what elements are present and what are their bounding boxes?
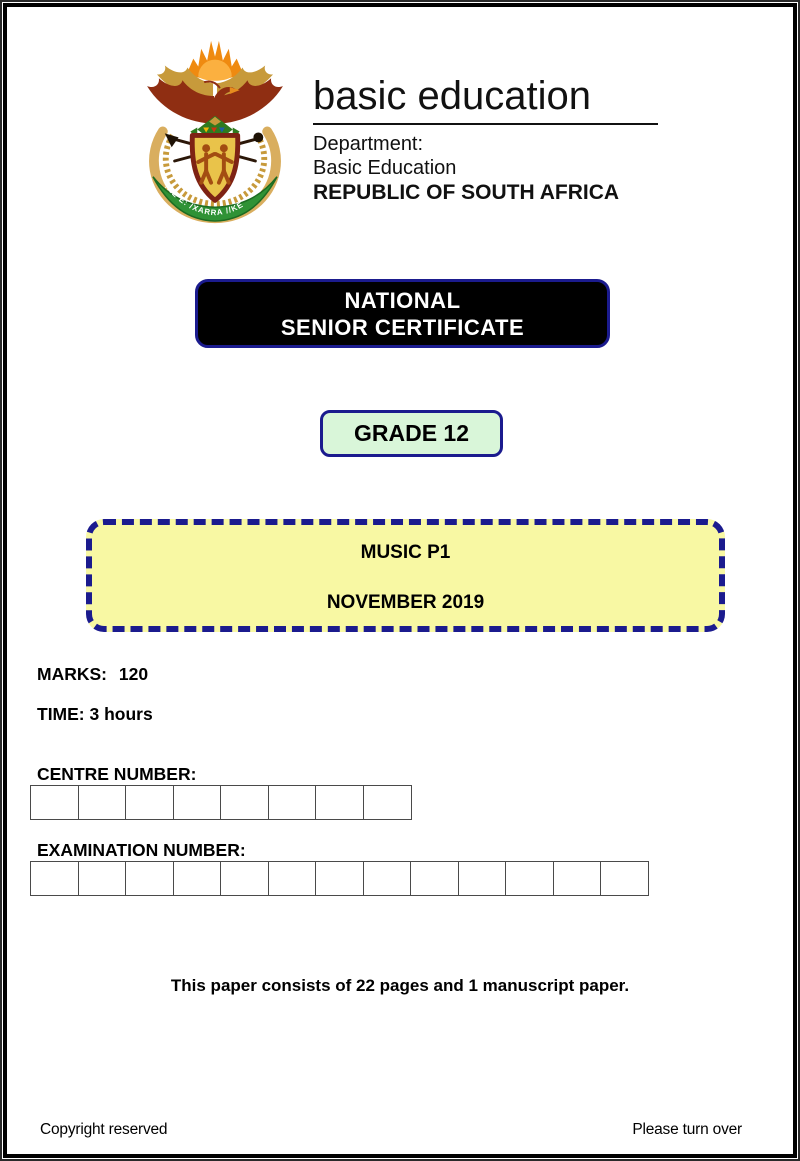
department-line2: Basic Education bbox=[313, 157, 457, 179]
time-label: TIME: bbox=[37, 704, 85, 724]
digit-cell[interactable] bbox=[553, 861, 602, 896]
digit-cell[interactable] bbox=[410, 861, 459, 896]
digit-cell[interactable] bbox=[125, 861, 174, 896]
digit-cell[interactable] bbox=[315, 861, 364, 896]
footer-copyright: Copyright reserved bbox=[40, 1121, 168, 1138]
digit-cell[interactable] bbox=[220, 785, 269, 820]
digit-cell[interactable] bbox=[220, 861, 269, 896]
digit-cell[interactable] bbox=[315, 785, 364, 820]
certificate-line1: NATIONAL bbox=[344, 287, 461, 313]
examination-number-boxes bbox=[30, 861, 649, 896]
digit-cell[interactable] bbox=[78, 861, 127, 896]
digit-cell[interactable] bbox=[78, 785, 127, 820]
subject-title: MUSIC P1 bbox=[360, 542, 451, 563]
digit-cell[interactable] bbox=[363, 861, 412, 896]
marks-label: MARKS: bbox=[37, 664, 107, 684]
time-line bbox=[37, 704, 153, 725]
department-line1: Department: bbox=[313, 133, 424, 155]
digit-cell[interactable] bbox=[268, 861, 317, 896]
digit-cell[interactable] bbox=[30, 861, 79, 896]
subject-session: NOVEMBER 2019 bbox=[326, 592, 485, 613]
digit-cell[interactable] bbox=[268, 785, 317, 820]
shield-icon bbox=[192, 135, 238, 200]
digit-cell[interactable] bbox=[125, 785, 174, 820]
marks-line bbox=[37, 664, 148, 685]
centre-number-boxes bbox=[30, 785, 412, 820]
marks-value: 120 bbox=[118, 664, 149, 684]
examination-number-label: EXAMINATION NUMBER: bbox=[37, 840, 246, 860]
national-senior-certificate-banner bbox=[195, 279, 610, 348]
centre-number-label: CENTRE NUMBER: bbox=[37, 764, 197, 784]
footer-turn-over: Please turn over bbox=[632, 1121, 742, 1138]
brand-title: basic education bbox=[313, 74, 591, 118]
motto-text: !KE E: /XARRA //KE bbox=[162, 182, 246, 218]
digit-cell[interactable] bbox=[173, 785, 222, 820]
digit-cell[interactable] bbox=[363, 785, 412, 820]
time-value: 3 hours bbox=[89, 704, 153, 724]
digit-cell[interactable] bbox=[600, 861, 649, 896]
subject-box bbox=[86, 519, 725, 632]
department-header bbox=[313, 74, 661, 205]
digit-cell[interactable] bbox=[173, 861, 222, 896]
sun-icon bbox=[187, 41, 242, 81]
digit-cell[interactable] bbox=[30, 785, 79, 820]
grade-badge: GRADE 12 bbox=[320, 410, 503, 457]
pages-note: This paper consists of 22 pages and 1 manuscript paper. bbox=[170, 976, 630, 995]
digit-cell[interactable] bbox=[458, 861, 507, 896]
south-africa-coat-of-arms bbox=[140, 33, 290, 225]
country-line: REPUBLIC OF SOUTH AFRICA bbox=[313, 181, 620, 204]
certificate-line2: SENIOR CERTIFICATE bbox=[280, 314, 525, 340]
digit-cell[interactable] bbox=[505, 861, 554, 896]
brand-underline bbox=[313, 123, 658, 125]
